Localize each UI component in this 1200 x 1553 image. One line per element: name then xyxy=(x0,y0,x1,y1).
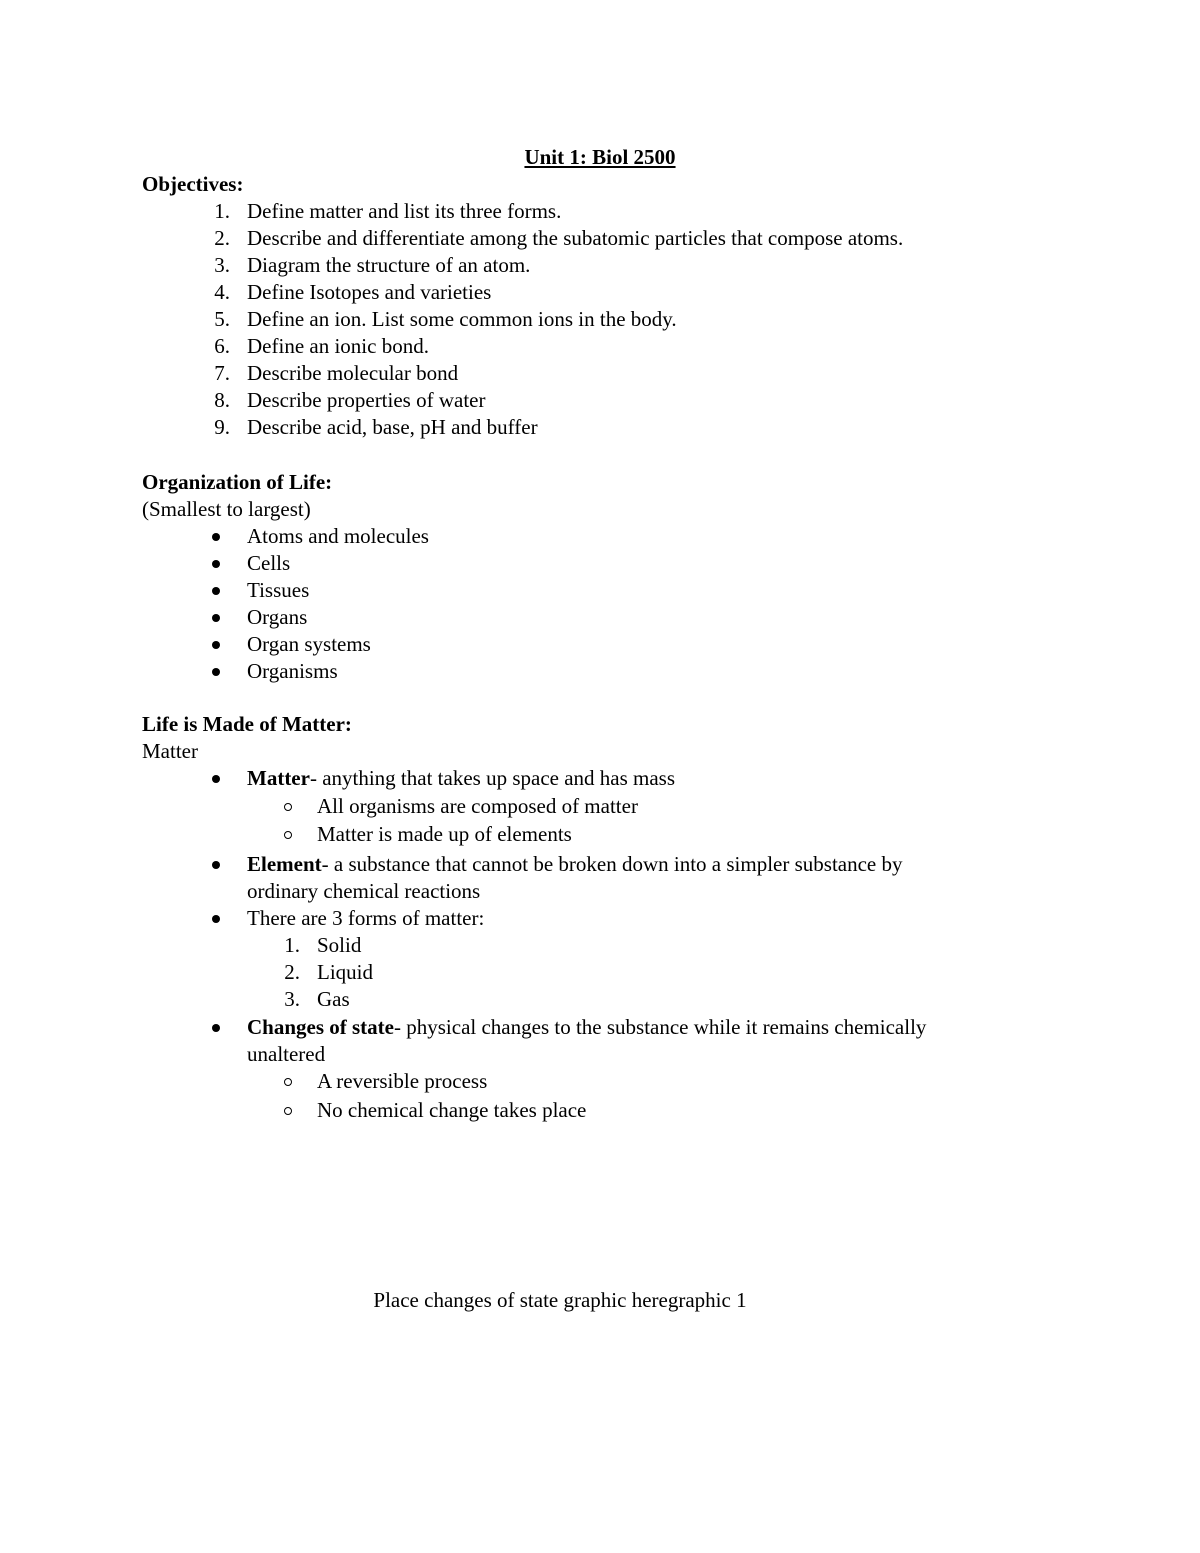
bullet-icon xyxy=(212,587,220,595)
definition-changes-continued: unaltered xyxy=(247,1042,326,1066)
sub-list-item-text: Matter is made up of elements xyxy=(317,822,572,846)
bullet-icon xyxy=(212,915,220,923)
bullet-icon xyxy=(212,641,220,649)
objective-number: 7. xyxy=(214,361,230,385)
list-item-text: Atoms and molecules xyxy=(247,524,429,548)
objective-number: 5. xyxy=(214,307,230,331)
graphic-placeholder-caption: Place changes of state graphic heregraphic 1 xyxy=(373,1288,747,1312)
term-element: Element xyxy=(247,852,322,876)
organization-subtitle: (Smallest to largest) xyxy=(142,497,311,521)
list-item-text: Organ systems xyxy=(247,632,371,656)
objective-number: 4. xyxy=(214,280,230,304)
list-item-text: Tissues xyxy=(247,578,310,602)
bullet-icon xyxy=(212,775,220,783)
objective-text: Define an ionic bond. xyxy=(247,334,429,358)
definition-text xyxy=(247,765,675,792)
definition-text xyxy=(247,1014,926,1041)
sub-bullet-icon xyxy=(284,831,292,839)
form-text: Liquid xyxy=(317,960,373,984)
objective-number: 3. xyxy=(214,253,230,277)
objective-number: 1. xyxy=(214,199,230,223)
objectives-heading: Objectives: xyxy=(142,172,244,196)
objective-number: 8. xyxy=(214,388,230,412)
bullet-icon xyxy=(212,614,220,622)
objective-text: Diagram the structure of an atom. xyxy=(247,253,531,277)
objective-text: Describe molecular bond xyxy=(247,361,459,385)
sub-bullet-icon xyxy=(284,1078,292,1086)
definition-matter: - anything that takes up space and has mass xyxy=(309,766,676,790)
matter-subtitle: Matter xyxy=(142,739,198,763)
list-item-text: Organs xyxy=(247,605,308,629)
definition-changes-of-state: - physical changes to the substance while it remains chemically xyxy=(394,1015,927,1039)
sub-list-item-text: A reversible process xyxy=(317,1069,488,1093)
objective-number: 2. xyxy=(214,226,230,250)
form-number: 2. xyxy=(284,960,300,984)
bullet-icon xyxy=(212,861,220,869)
sub-list-item-text: No chemical change takes place xyxy=(317,1098,587,1122)
form-text: Gas xyxy=(317,987,350,1011)
list-item-text: Organisms xyxy=(247,659,338,683)
sub-bullet-icon xyxy=(284,1107,292,1115)
definition-element-continued: ordinary chemical reactions xyxy=(247,879,481,903)
bullet-icon xyxy=(212,560,220,568)
objective-text: Describe acid, base, pH and buffer xyxy=(247,415,538,439)
objective-number: 6. xyxy=(214,334,230,358)
bullet-icon xyxy=(212,668,220,676)
objective-number: 9. xyxy=(214,415,230,439)
sub-bullet-icon xyxy=(284,803,292,811)
list-item-text: Cells xyxy=(247,551,291,575)
organization-heading: Organization of Life: xyxy=(142,470,333,494)
sub-list-item-text: All organisms are composed of matter xyxy=(317,794,638,818)
page-title: Unit 1: Biol 2500 xyxy=(524,145,676,169)
form-number: 3. xyxy=(284,987,300,1011)
objective-text: Define matter and list its three forms. xyxy=(247,199,562,223)
objective-text: Define Isotopes and varieties xyxy=(247,280,492,304)
bullet-icon xyxy=(212,533,220,541)
objective-text: Describe properties of water xyxy=(247,388,486,412)
term-matter: Matter xyxy=(247,766,310,790)
objective-text: Define an ion. List some common ions in the body. xyxy=(247,307,677,331)
form-text: Solid xyxy=(317,933,362,957)
objective-text: Describe and differentiate among the subatomic particles that compose atoms. xyxy=(247,226,904,250)
definition-element: - a substance that cannot be broken down into a simpler substance by xyxy=(321,852,903,876)
list-item-text: There are 3 forms of matter: xyxy=(247,906,485,930)
matter-heading: Life is Made of Matter: xyxy=(142,712,352,736)
term-changes-of-state: Changes of state xyxy=(247,1015,394,1039)
bullet-icon xyxy=(212,1024,220,1032)
form-number: 1. xyxy=(284,933,300,957)
definition-text xyxy=(247,851,903,878)
